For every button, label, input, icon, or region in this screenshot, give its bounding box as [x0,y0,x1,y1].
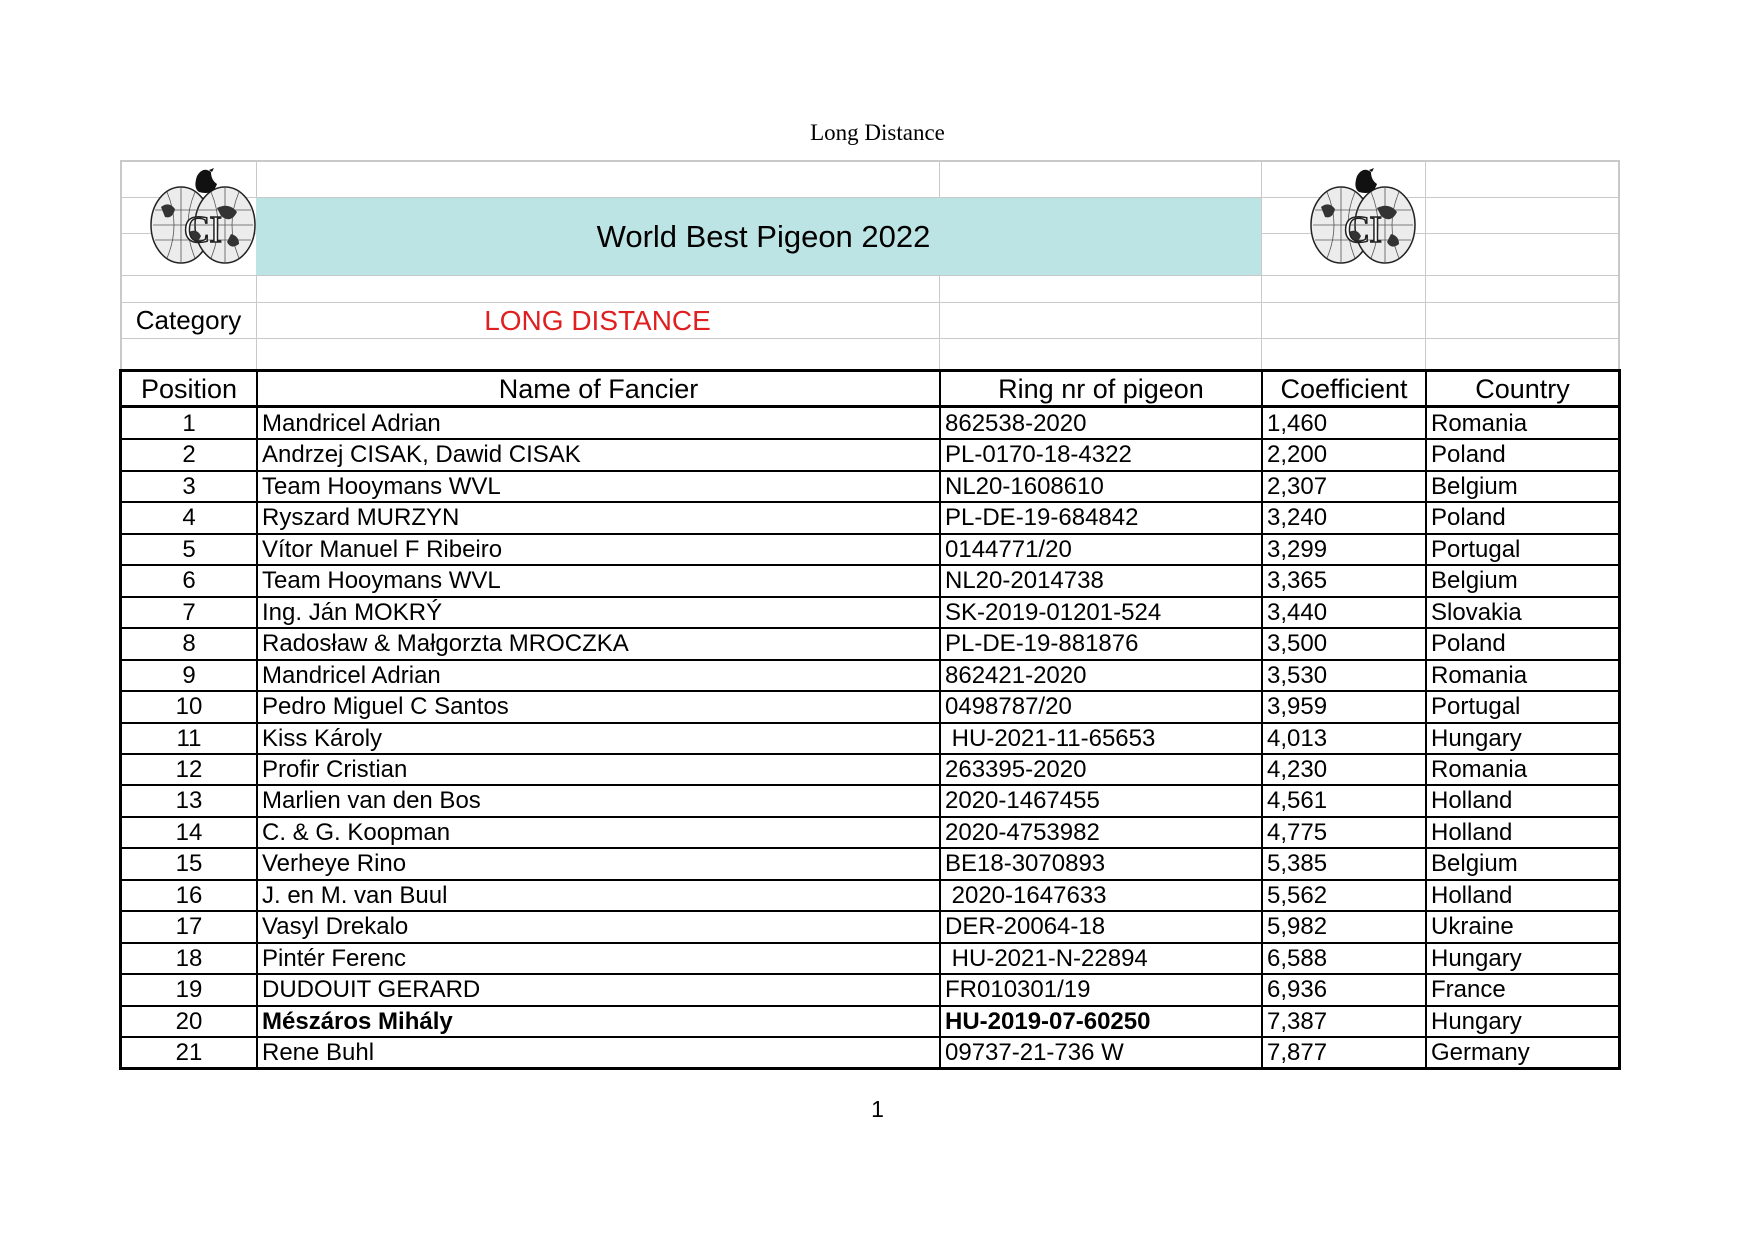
cell-name: Team Hooymans WVL [262,567,501,595]
cell-position: 9 [182,661,196,689]
cell-coefficient: 6,936 [1267,976,1328,1004]
cell-position: 19 [175,976,203,1004]
cell-position: 11 [176,724,202,752]
cell-country: Belgium [1431,472,1518,500]
cell-position: 1 [182,410,196,437]
cell-position: 17 [175,913,203,941]
cell-coefficient: 4,775 [1267,818,1328,846]
cell-ring: 2020-4753982 [945,818,1100,846]
cell-ring: PL-DE-19-684842 [945,504,1139,532]
cell-coefficient: 3,530 [1267,661,1328,689]
cell-coefficient: 3,299 [1267,535,1328,563]
cell-ring: 862421-2020 [945,661,1087,689]
cell-country: Romania [1431,755,1528,783]
page-header: Long Distance [810,120,945,145]
cell-coefficient: 5,562 [1267,881,1328,909]
header-name: Name of Fancier [498,374,699,404]
cell-coefficient: 6,588 [1267,944,1328,972]
cell-ring: 09737-21-736 W [945,1039,1124,1066]
cell-country: Slovakia [1431,598,1522,626]
cell-name: C. & G. Koopman [262,818,451,846]
cell-coefficient: 5,982 [1267,913,1328,941]
cell-name: Radosław & Małgorzta MROCZKA [262,630,629,658]
cell-name: Mandricel Adrian [262,410,441,437]
cell-name: Pedro Miguel C Santos [262,693,509,721]
cell-position: 6 [182,567,196,595]
cell-name: Profir Cristian [262,755,408,783]
category-value: LONG DISTANCE [484,305,711,336]
cell-ring: FR010301/19 [945,976,1091,1004]
cell-coefficient: 7,877 [1267,1039,1328,1066]
svg-text:CI: CI [184,209,222,251]
cell-country: Poland [1431,504,1506,532]
cell-ring: 263395-2020 [945,755,1087,783]
cell-name: Vasyl Drekalo [262,913,409,941]
cell-country: Romania [1431,661,1528,689]
cell-coefficient: 7,387 [1267,1007,1328,1035]
cell-ring: NL20-1608610 [945,472,1104,500]
cell-position: 5 [182,535,196,563]
cell-country: Belgium [1431,850,1518,878]
cell-position: 2 [182,441,196,469]
cell-ring: 2020-1647633 [945,881,1107,909]
cell-ring: PL-DE-19-881876 [945,630,1139,658]
cell-name: DUDOUIT GERARD [262,976,481,1004]
cell-position: 7 [182,598,196,626]
cell-ring: PL-0170-18-4322 [945,441,1132,469]
cell-name: Mandricel Adrian [262,661,441,689]
cell-coefficient: 3,240 [1267,504,1328,532]
cell-ring: BE18-3070893 [945,850,1106,878]
cell-country: Belgium [1431,567,1518,595]
cell-name: Rene Buhl [262,1039,375,1066]
cell-ring: 2020-1467455 [945,787,1100,815]
cell-ring: HU-2021-11-65653 [945,724,1156,752]
cell-coefficient: 1,460 [1267,410,1328,437]
header-country: Country [1475,374,1570,404]
cell-country: Hungary [1431,1007,1522,1035]
cell-position: 13 [175,787,203,815]
cell-position: 14 [175,818,203,846]
cell-name: Andrzej CISAK, Dawid CISAK [262,441,581,469]
cell-country: Holland [1431,818,1513,846]
cell-country: Poland [1431,441,1506,469]
cell-ring: NL20-2014738 [945,567,1104,595]
cell-coefficient: 4,561 [1267,787,1328,815]
cell-ring: SK-2019-01201-524 [945,598,1162,626]
cell-name: J. en M. van Buul [262,881,448,909]
cell-position: 10 [175,693,203,721]
title-banner [256,198,1261,275]
cell-ring: 0498787/20 [945,693,1072,721]
cell-coefficient: 3,959 [1267,693,1328,721]
cell-position: 21 [175,1039,203,1066]
cell-ring: HU-2021-N-22894 [945,944,1148,972]
header-ring: Ring nr of pigeon [998,374,1204,404]
cell-country: Hungary [1431,944,1522,972]
cell-coefficient: 3,440 [1267,598,1328,626]
cell-position: 16 [175,881,203,909]
cell-country: Hungary [1431,724,1522,752]
category-label: Category [135,305,242,335]
cell-country: Portugal [1431,693,1521,721]
cell-position: 12 [175,755,203,783]
banner-title: World Best Pigeon 2022 [596,218,931,254]
cell-name: Pintér Ferenc [262,944,407,972]
cell-country: Holland [1431,787,1513,815]
cell-name: Verheye Rino [262,850,407,878]
cell-position: 20 [175,1007,203,1035]
cell-name: Ryszard MURZYN [262,504,460,532]
cell-position: 15 [175,850,203,878]
cell-coefficient: 4,013 [1267,724,1328,752]
cell-ring: DER-20064-18 [945,913,1106,941]
cell-position: 4 [182,504,196,532]
header-position: Position [140,374,238,404]
cell-country: Ukraine [1431,913,1514,941]
cell-name: Kiss Károly [262,724,383,752]
header-coefficient: Coefficient [1280,374,1408,404]
cell-coefficient: 4,230 [1267,755,1328,783]
cell-name: Ing. Ján MOKRÝ [262,598,443,626]
cell-coefficient: 3,365 [1267,567,1328,595]
cell-name: Vítor Manuel F Ribeiro [262,535,503,563]
cell-ring: 862538-2020 [945,410,1087,437]
fci-logo-left-icon [147,162,257,272]
cell-coefficient: 5,385 [1267,850,1328,878]
cell-country: Portugal [1431,535,1521,563]
cell-country: Holland [1431,881,1513,909]
cell-name: Team Hooymans WVL [262,472,501,500]
cell-position: 3 [182,472,196,500]
cell-country: France [1431,976,1506,1004]
cell-country: Poland [1431,630,1506,658]
cell-coefficient: 2,307 [1267,472,1328,500]
cell-name: Mészáros Mihály [262,1007,453,1035]
cell-position: 8 [182,630,196,658]
svg-text:CI: CI [1344,209,1382,251]
cell-ring: 0144771/20 [945,535,1072,563]
fci-logo-right-icon [1307,162,1417,272]
cell-name: Marlien van den Bos [262,787,481,815]
cell-coefficient: 3,500 [1267,630,1328,658]
cell-country: Germany [1431,1039,1530,1066]
page-number: 1 [871,1096,884,1122]
cell-coefficient: 2,200 [1267,441,1328,469]
cell-ring: HU-2019-07-60250 [945,1007,1151,1035]
cell-position: 18 [175,944,203,972]
cell-country: Romania [1431,410,1528,437]
